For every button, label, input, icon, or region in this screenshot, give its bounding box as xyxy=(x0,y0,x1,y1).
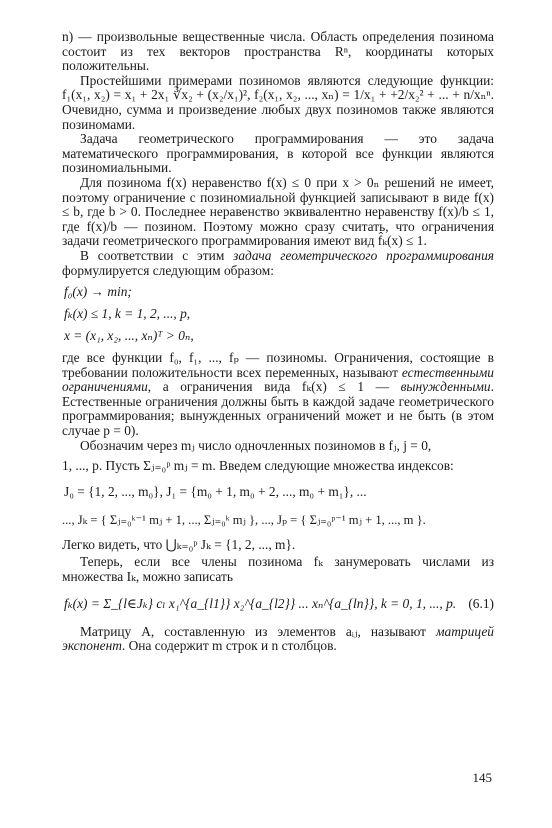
formula-index-sets-general: ..., Jₖ = { Σⱼ₌₀ᵏ⁻¹ mⱼ + 1, ..., Σⱼ₌₀ᵏ mⱼ }, ..., Jₚ = { Σⱼ₌₀ᵖ⁻¹ mⱼ + 1, ..., m }. xyxy=(62,512,426,527)
paragraph-problem-statement xyxy=(62,249,494,278)
text-run: В соответствии с этим xyxy=(80,247,234,263)
formula-constraints: fₖ(x) ≤ 1, k = 1, 2, ..., p, xyxy=(64,306,191,322)
paragraph-positivity-domain: n) — произвольные вещественные числа. Область определения позинома состоит из тех векторов пространства Rⁿ, координаты которых положительны. xyxy=(62,29,494,74)
text-run: формулируется следующим образом: xyxy=(62,262,274,278)
formula-index-sets-first: J₀ = {1, 2, ..., m₀}, J₁ = {m₀ + 1, m₀ + 2, ..., m₀ + m₁}, ... xyxy=(64,483,367,499)
paragraph-exponent-matrix xyxy=(62,625,494,654)
page-number: 145 xyxy=(472,770,492,785)
italic-term: вынужденными xyxy=(400,379,491,395)
formula-6-1-body: fₖ(x) = Σ_{l∈Jₖ} cₗ x₁^{a_{l1}} x₂^{a_{l2}} ... xₙ^{a_{ln}}, k = 0, 1, ..., p. xyxy=(64,595,457,611)
formula-positivity: x = (x₁, x₂, ..., xₙ)ᵀ > 0ₙ, xyxy=(64,328,194,344)
problem-formulation xyxy=(62,281,494,347)
paragraph-union-property: Легко видеть, что ⋃ₖ₌₀ᵖ Jₖ = {1, 2, ..., m}. xyxy=(62,536,296,552)
index-sets-block xyxy=(62,478,494,534)
text-run: , а ограничения вида fₖ(x) ≤ 1 — xyxy=(147,379,401,395)
text-run: . Естественные ограничения должны быть в каждой задаче геометрического программирования; вынужденных ограничений может и не быть (в этом случае p = 0). xyxy=(62,379,494,439)
formula-6-1 xyxy=(64,593,494,615)
paragraph-posynom-examples: Простейшими примерами позиномов являются следующие функции: f₁(x₁, x₂) = x₁ + 2x₁ ∛x₂ + (x₂/x₁)², f₂(x₁, x₂, ..., xₙ) = 1/x₁ + +2/x₂² + ... + n/xₙⁿ. Очевидно, сумма и произведение любых двух позиномов также являются позиномами. xyxy=(62,72,494,132)
paragraph-index-sets-intro: 1, ..., p. Пусть Σⱼ₌₀ᵖ mⱼ = m. Введем следующие множества индексов: xyxy=(62,458,454,474)
text-run: . Она содержит m строк и n столбцов. xyxy=(121,638,337,654)
italic-term: задача геометрического программирования xyxy=(233,247,494,263)
equation-number: (6.1) xyxy=(468,595,494,611)
italic-term: естественными ограничениями xyxy=(62,364,494,395)
formula-posynom-expansion xyxy=(62,593,494,615)
formula-objective: f₀(x) → min; xyxy=(64,284,132,300)
paragraph-monomial-count: Обозначим через mⱼ число одночленных позиномов в fⱼ, j = 0, xyxy=(80,437,432,453)
text-run: где все функции f₀, f₁, ..., fₚ — позиномы. Ограничения, состоящие в требовании положительности всех переменных, называют xyxy=(62,350,494,380)
paragraph-gp-definition: Задача геометрического программирования — это задача математического программирования, в которой все функции являются позиномиальными. xyxy=(62,131,494,176)
text-run: Матрицу A, составленную из элементов aᵢⱼ, называют xyxy=(80,623,437,639)
paragraph-enumerate-terms: Теперь, если все члены позинома fₖ занумеровать числами из множества Iₖ, можно записать xyxy=(62,554,494,585)
paragraph-constraint-form: Для позинома f(x) неравенство f(x) ≤ 0 при x > 0ₙ решений не имеет, поэтому ограничение с позиномиальной функцией записывают в виде f(x) ≤ b, где b > 0. Последнее неравенство эквивалентно неравенству f(x)/b ≤ 1, где f(x)/b — позином. Поэтому можно сразу считать, что ограничения задачи геометрического программирования имеют вид f̂ₖ(x) ≤ 1. xyxy=(62,174,494,249)
paragraph-natural-constraints xyxy=(62,351,494,439)
italic-term: матрицей экспонент xyxy=(62,623,494,654)
